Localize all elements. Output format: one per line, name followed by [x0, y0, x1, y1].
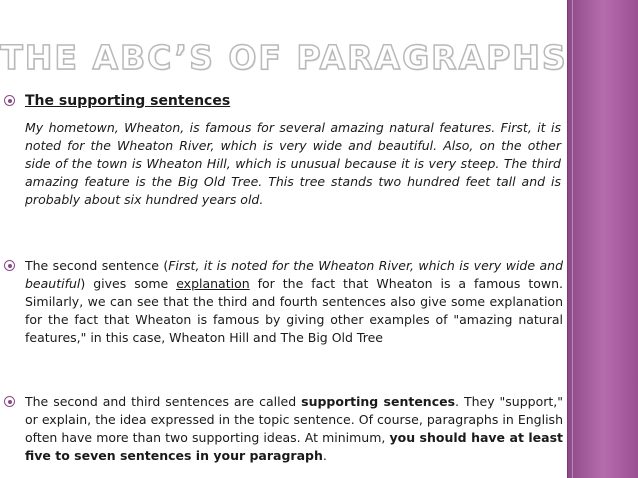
- bullet-second-sentence: [0, 257, 568, 347]
- text-lead: The second sentence (: [25, 258, 169, 273]
- text-end: .: [322, 448, 327, 463]
- term-explanation: explanation: [176, 276, 250, 291]
- bullet-text: [25, 393, 563, 465]
- term-supporting-sentences: supporting sentences: [301, 394, 456, 409]
- bullet-supporting-definition: [0, 393, 568, 465]
- text-mid: ) gives some: [80, 276, 177, 291]
- slide-title: THE ABC’S OF PARAGRAPHS: [0, 38, 568, 77]
- text-lead: The second and third sentences are called: [25, 394, 302, 409]
- bullet-heading: The supporting sentences: [25, 93, 231, 109]
- decorative-sidebar: [567, 0, 638, 478]
- example-paragraph: My hometown, Wheaton, is famous for several amazing natural features. First, it is noted for the Wheaton River, which is very wide and beautiful. Also, on the other side of the town is Wheaton Hill, which is unusual because it is very steep. The third amazing feature is the Big Old Tree. This tree stands two hundred feet tall and is probably about six hundred years old.: [25, 120, 561, 207]
- text-rest: for the fact that Wheaton is a famous town. Similarly, we can see that the third and fourth sentences also give some explanation for the fact that Wheaton is famous by giving other examples of "amazing natural features," in this case, Wheaton Hill and The Big Old Tree: [25, 276, 563, 345]
- bullet-icon: [4, 260, 15, 271]
- bullet-supporting-sentences: [0, 92, 235, 111]
- text-mid: . They "support," or explain, the idea expressed in the topic sentence. Of course, paragraphs in English often have more than two supporting ideas. At minimum,: [25, 394, 564, 445]
- sidebar-highlight-line: [572, 0, 573, 478]
- bullet-icon: [4, 396, 15, 407]
- quoted-sentence: First, it is noted for the Wheaton River, which is very wide and beautiful: [25, 258, 564, 291]
- bullet-icon: [4, 95, 15, 106]
- emphasis-text: you should have at least five to seven sentences in your paragraph: [25, 430, 563, 463]
- bullet-text: [25, 257, 563, 347]
